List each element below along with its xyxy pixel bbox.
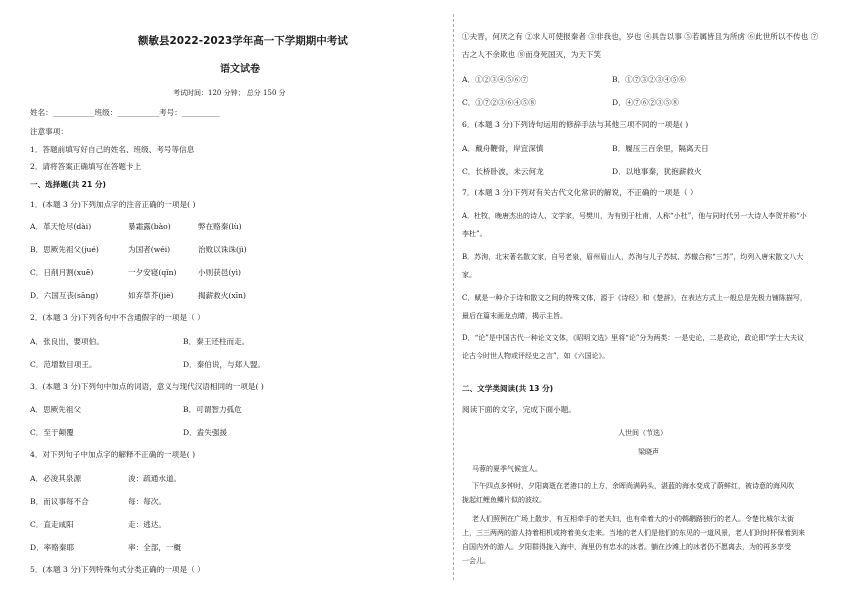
note-item: 2．请将答案正确填写在答题卡上 [30, 162, 142, 171]
option-c-part: 一夕安寝(qǐn) [128, 268, 177, 277]
option-b: B．思厥先祖父(jué) [30, 245, 99, 254]
question-stem: 4．对下列句子中加点字的解释不正确的一项是( ) [30, 450, 196, 459]
option-c-cont: 最后在篇末画龙点睛，揭示主旨。 [462, 312, 567, 320]
section-heading: 二、文学类阅读(共 13 分) [462, 384, 554, 393]
question-stem: 3．(本题 3 分)下列句中加点的词语，意义与现代汉语相同的一项是( ) [30, 382, 264, 391]
option-b: B．苏洵，北宋著名散文家，自号老泉，眉州眉山人，苏洵与儿子苏轼、苏辙合称“三苏”，均列入唐宋散文八大 [462, 253, 804, 261]
question-stem: 7．(本题 3 分)下列对有关古代文化常识的解说，不正确的一项是（ ） [462, 188, 698, 197]
section-heading: 一、选择题(共 21 分) [30, 180, 106, 189]
q5-items: 古之人不余欺也 ⑧而身死国灭，为天下笑 [462, 50, 602, 59]
option-b-part: 治败以诛诛(jì) [198, 245, 247, 254]
option-c: C．长桥卧波，未云何龙 [462, 167, 544, 176]
option-a-cont: 李杜”。 [462, 230, 487, 238]
option-a: A．革天怆尽(dài) [30, 222, 92, 231]
student-info-fields: 姓名：___________班级：___________考号：__________ [30, 108, 220, 117]
question-stem: 1．(本题 3 分)下列加点字的注音正确的一项是( ) [30, 200, 196, 209]
option-c: C．赋是一种介于诗和散文之间的特殊文体，源于《诗经》和《楚辞》，在表达方式上一般总是先极力铺陈描写， [462, 294, 807, 302]
option-c: C．日削月割(xuē) [30, 268, 94, 277]
column-divider [453, 14, 454, 580]
option-c-part: 小则获邑(yì) [198, 268, 242, 277]
notes-heading: 注意事项： [30, 127, 68, 136]
option-b-gloss: 每：每次。 [128, 497, 166, 506]
option-d: D．④⑦⑥②③⑤⑧ [612, 98, 679, 107]
section-intro: 阅读下面的文字，完成下面小题。 [462, 405, 576, 414]
option-c: C．直走咸阳 [30, 520, 74, 529]
option-d: D．六国互丧(sāng) [30, 291, 99, 300]
option-a: A．①②③④⑤⑥⑦ [462, 75, 529, 84]
option-d-gloss: 率：全部，一概 [128, 543, 182, 552]
option-d: D．盍失强援 [183, 428, 228, 437]
option-d: D．率赂秦耶 [30, 543, 75, 552]
left-column [18, 0, 438, 608]
option-a-gloss: 浚：疏通水道。 [128, 474, 182, 483]
option-b-part: 为国者(wéi) [128, 245, 171, 254]
story-paragraph: 老人们照例在广场上散步，有互相牵手的老夫妇，也有牵着大的小的鹈鹕路独行的老人。令楚比城尔太街 [472, 515, 794, 523]
story-paragraph-cont: 自国内外的游人。夕阳群得拢入海中，海里仍有忠水的冰者。躺在沙滩上的冰者仍不愿离去，为的再多享受 [462, 543, 791, 551]
question-stem: 2．(本题 3 分)下列各句中不含通假字的一项是（ ） [30, 313, 205, 322]
option-a-part: 暴霜露(bào) [128, 222, 171, 231]
story-paragraph-cont: 拢起红鲤鱼鳞片似的波纹。 [462, 496, 546, 504]
option-a: A．杜牧，晚唐杰出的诗人、文学家，号樊川，为有别于杜甫，人称“小杜”，他与同时代另一大诗人李贺并称“小 [462, 212, 807, 220]
option-c: C．至于颠覆 [30, 428, 74, 437]
option-a-part: 弊在赂秦(lù) [198, 222, 242, 231]
option-b: B．秦王还柱而走。 [183, 337, 250, 346]
option-a: A．戴舟鞭骨，岸宜深慎 [462, 144, 544, 153]
option-a: A．必浚其泉源 [30, 474, 82, 483]
exam-time-info: 考试时间：120 分钟； 总分 150 分 [173, 89, 286, 97]
story-author: 梁晓声 [638, 448, 659, 456]
right-column [462, 0, 848, 608]
option-c-gloss: 走：逃达。 [128, 520, 166, 529]
option-d: D．以地事秦，犹抱薪救火 [612, 167, 702, 176]
option-b: B．可谓智力孤危 [183, 405, 242, 414]
story-title: 人世间（节选） [618, 429, 667, 437]
option-b: B．履压三百余里，隔离天日 [612, 144, 709, 153]
option-d-cont: 论古今时世人物或评经史之言”，如《六国论》。 [462, 352, 610, 360]
q5-items: ①夫晋，何厌之有 ②求人可使报秦者 ③非我也，岁也 ④具告以事 ⑤若属皆且为所虏 ⑥此世所以不传也 ⑦ [462, 32, 819, 41]
question-stem: 6．(本题 3 分)下列诗句运用的修辞手法与其他三项不同的一项是( ) [462, 120, 689, 129]
story-paragraph-cont: 一会儿。 [462, 557, 490, 565]
option-a: A．思厥先祖父 [30, 405, 82, 414]
option-d: D．“论”是中国古代一种论文文体，《昭明文选》里将“论”分为两类：一是史论，二是政论，政论即“学士大夫议 [462, 334, 805, 342]
option-d-part: 如弃草芥(jiè) [128, 291, 174, 300]
note-item: 1．答题前填写好自己的姓名、班级、考号等信息 [30, 145, 195, 154]
option-b: B．①⑦③②③④⑤⑥ [612, 75, 686, 84]
exam-subtitle: 语文试卷 [220, 64, 260, 75]
story-paragraph: 下午四点多钟时，夕阳离逝在老港口的上方，余晖尚满码头，湛蓝的海水变成了蔚鲜红，被诗意的海风吹 [472, 482, 794, 490]
question-stem: 5．(本题 3 分)下列特殊句式分类正确的一项是（ ） [30, 565, 205, 574]
exam-title: 额敏县2022-2023学年高一下学期期中考试 [138, 35, 348, 47]
option-c: C．范增数目项王。 [30, 360, 97, 369]
option-d-part: 揭薪救火(xīn) [198, 291, 246, 300]
option-b: B．而议事每不合 [30, 497, 89, 506]
story-paragraph-cont: 上，三三两两的游人持着相机或挎着美女走来。当地的老人们是他们的东见的一道风景，老人们时时杯保着到来 [462, 529, 805, 537]
option-b-cont: 家。 [462, 271, 476, 279]
option-d: D．秦伯说，与郑人盟。 [183, 360, 266, 369]
option-a: A．张良出，要项伯。 [30, 337, 104, 346]
story-paragraph: 马蓉的夏季气候宜人。 [472, 465, 542, 473]
option-c: C．①⑦②③⑥④⑤⑧ [462, 98, 537, 107]
